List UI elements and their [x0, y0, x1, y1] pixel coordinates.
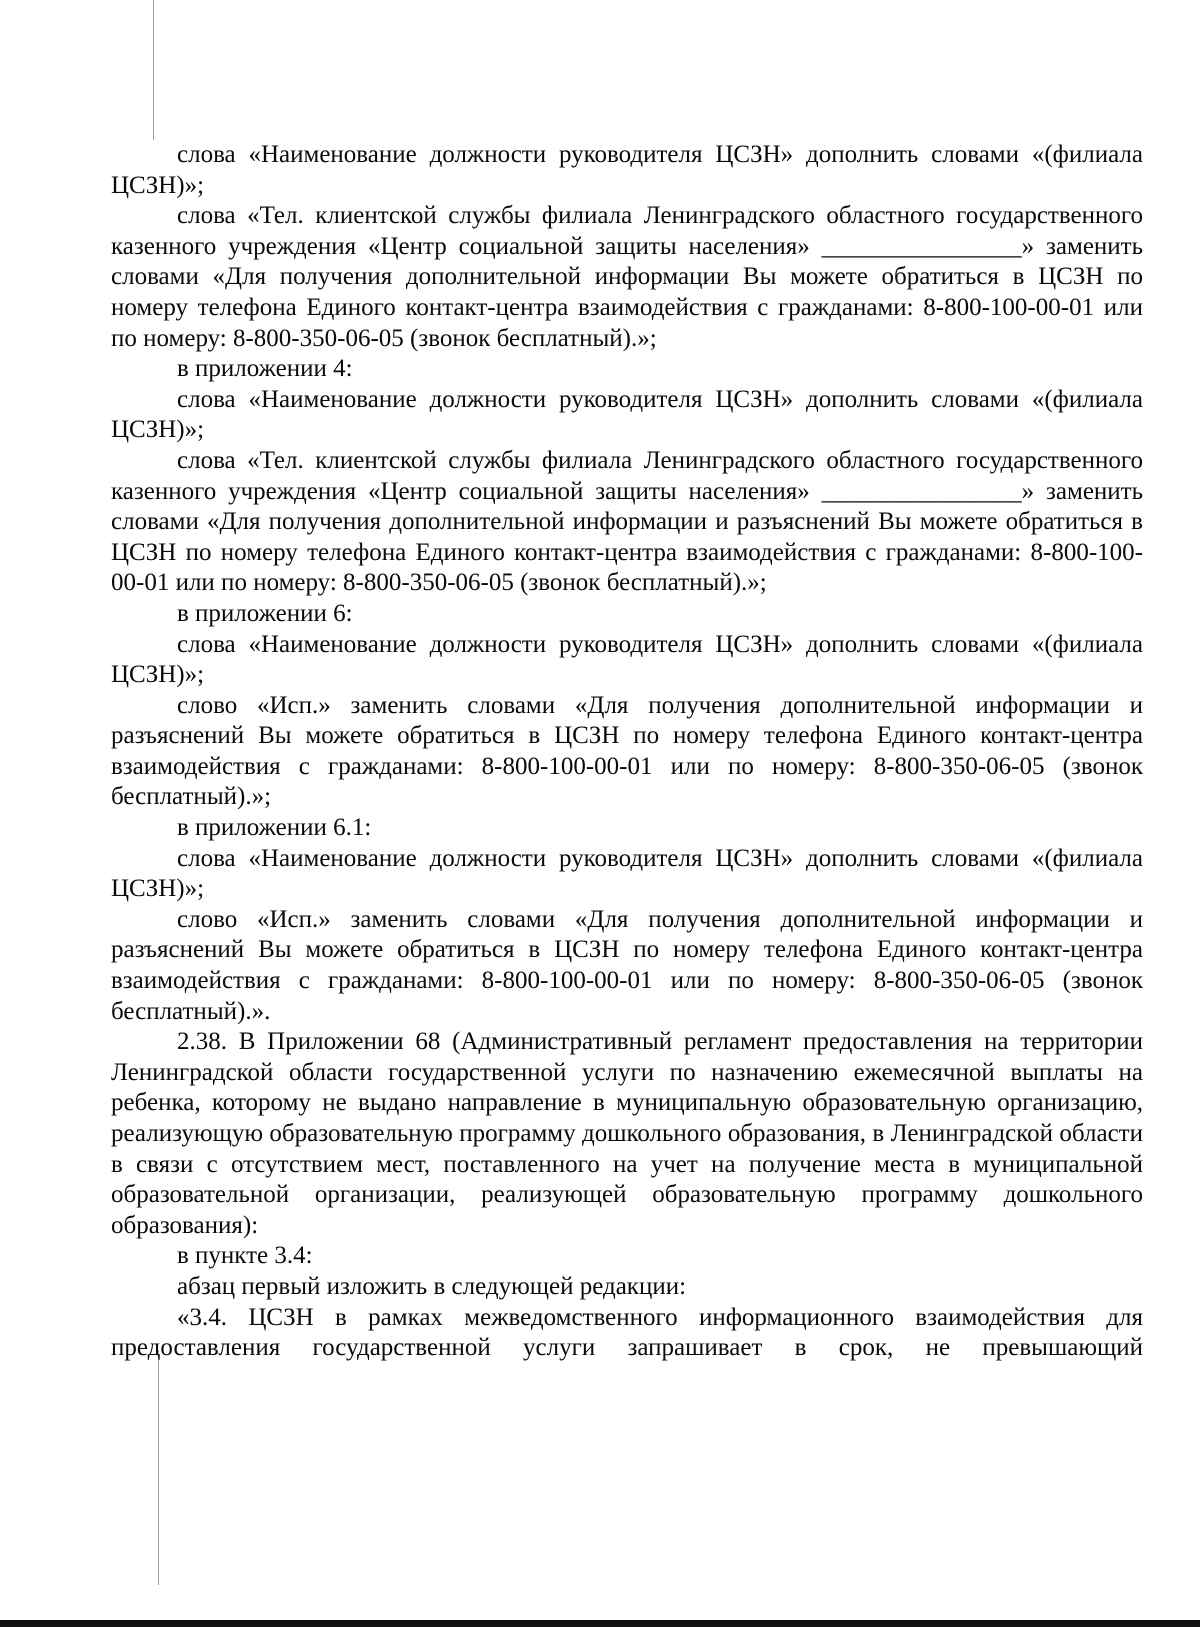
paragraph: слова «Наименование должности руководителя ЦСЗН» дополнить словами «(филиала ЦСЗН)»;	[111, 844, 1143, 903]
paragraph: в пункте 3.4:	[177, 1242, 313, 1270]
paragraph: в приложении 4:	[177, 355, 353, 383]
paragraph: в приложении 6:	[177, 599, 353, 627]
paragraph: в приложении 6.1:	[177, 814, 372, 842]
scan-artifact-line	[153, 0, 154, 140]
paragraph: слова «Тел. клиентской службы филиала Ленинградского областного государственного казенного учреждения «Центр социальной защиты населения» ________________» заменить словами «Для получения дополнительной информации Вы можете обратиться в ЦСЗН по номеру телефона Единого контакт-центра взаимодействия с гражданами: 8-800-100-00-01 или по номеру: 8-800-350-06-05 (звонок бесплатный).»;	[111, 202, 1143, 352]
paragraph: слово «Исп.» заменить словами «Для получения дополнительной информации и разъяснений Вы можете обратиться в ЦСЗН по номеру телефона Единого контакт-центра взаимодействия с гражданами: 8-800-100-00-01 или по номеру: 8-800-350-06-05 (звонок бесплатный).»;	[111, 691, 1143, 811]
scan-artifact-line	[158, 1350, 159, 1585]
scan-bottom-edge	[0, 1620, 1200, 1627]
paragraph: 2.38. В Приложении 68 (Административный регламент предоставления на территории Ленинградской области государственной услуги по назначению ежемесячной выплаты на ребенка, которому не выдано направление в муниципальную образовательную организацию, реализующую образовательную программу дошкольного образования, в Ленинградской области в связи с отсутствием мест, поставленного на учет на получение места в муниципальной образовательной организации, реализующей образовательную программу дошкольного образования):	[111, 1028, 1143, 1239]
document-body	[111, 140, 1143, 1364]
paragraph: абзац первый изложить в следующей редакции:	[177, 1272, 687, 1300]
paragraph: слова «Тел. клиентской службы филиала Ленинградского областного государственного казенного учреждения «Центр социальной защиты населения» ________________» заменить словами «Для получения дополнительной информации и разъяснений Вы можете обратиться в ЦСЗН по номеру телефона Единого контакт-центра взаимодействия с гражданами: 8-800-100-00-01 или по номеру: 8-800-350-06-05 (звонок бесплатный).»;	[111, 446, 1143, 597]
paragraph: слова «Наименование должности руководителя ЦСЗН» дополнить словами «(филиала ЦСЗН)»;	[111, 385, 1143, 444]
paragraph: «3.4. ЦСЗН в рамках межведомственного информационного взаимодействия для предоставления государственной услуги запрашивает в срок, не превышающий	[111, 1303, 1143, 1362]
paragraph: слова «Наименование должности руководителя ЦСЗН» дополнить словами «(филиала ЦСЗН)»;	[111, 141, 1143, 199]
paragraph: слова «Наименование должности руководителя ЦСЗН» дополнить словами «(филиала ЦСЗН)»;	[111, 630, 1143, 689]
paragraph: слово «Исп.» заменить словами «Для получения дополнительной информации и разъяснений Вы можете обратиться в ЦСЗН по номеру телефона Единого контакт-центра взаимодействия с гражданами: 8-800-100-00-01 или по номеру: 8-800-350-06-05 (звонок бесплатный).».	[111, 905, 1143, 1025]
